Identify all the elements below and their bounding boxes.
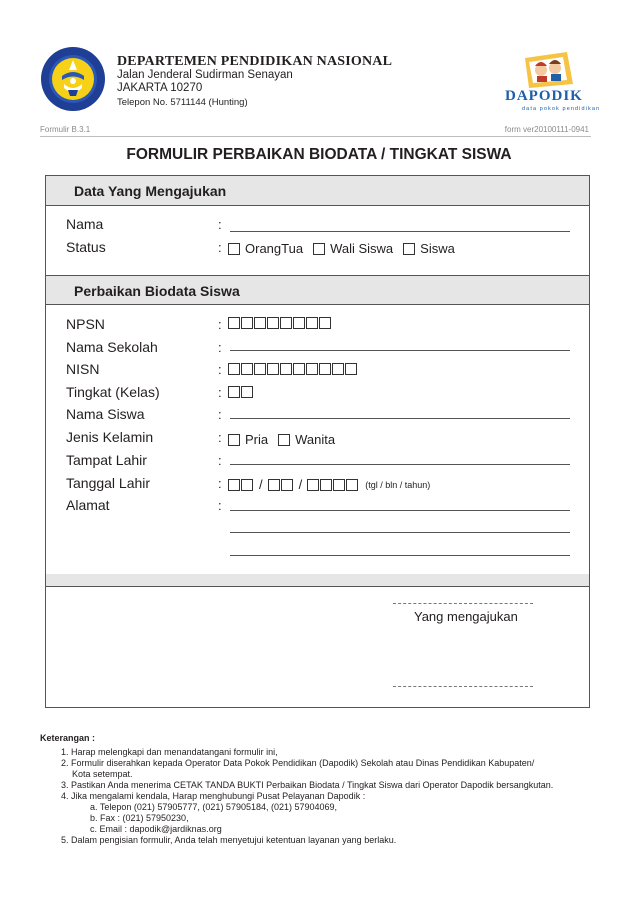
form-frame — [45, 175, 590, 708]
colon: : — [218, 240, 222, 255]
label-npsn: NPSN — [66, 316, 105, 332]
dapodik-tagline: data pokok pendidikan — [522, 106, 601, 112]
nama-sekolah-field[interactable] — [230, 350, 570, 351]
digit-box[interactable] — [280, 363, 292, 375]
notes-title: Keterangan : — [40, 733, 96, 743]
nama-siswa-field[interactable] — [230, 418, 570, 419]
label-nisn: NISN — [66, 361, 100, 377]
label-nama-sekolah: Nama Sekolah — [66, 339, 158, 355]
option-wali-siswa: Wali Siswa — [330, 241, 394, 256]
digit-box[interactable] — [267, 317, 279, 329]
form-code: Formulir B.3.1 — [40, 125, 91, 134]
note-item: 5. Dalam pengisian formulir, Anda telah menyetujui ketentuan layanan yang berlaku. — [61, 835, 397, 845]
checkbox-siswa[interactable] — [403, 243, 415, 255]
digit-box[interactable] — [241, 317, 253, 329]
digit-box[interactable] — [254, 363, 266, 375]
section-title-student: Perbaikan Biodata Siswa — [74, 283, 240, 299]
gender-options — [228, 432, 345, 447]
date-separator: / — [298, 477, 303, 492]
digit-box[interactable] — [241, 386, 253, 398]
birthdate-boxes — [228, 477, 430, 492]
label-tanggal-lahir: Tanggal Lahir — [66, 475, 151, 491]
digit-box[interactable] — [332, 363, 344, 375]
label-jenis-kelamin: Jenis Kelamin — [66, 429, 154, 445]
digit-box[interactable] — [293, 363, 305, 375]
label-nama: Nama — [66, 216, 104, 232]
status-options — [228, 241, 465, 256]
checkbox-pria[interactable] — [228, 434, 240, 446]
digit-box[interactable] — [293, 317, 305, 329]
note-item: 1. Harap melengkapi dan menandatangani formulir ini, — [61, 747, 278, 757]
note-item: 2. Formulir diserahkan kepada Operator Data Pokok Pendidikan (Dapodik) Sekolah atau Dinas Pendidikan Kabupaten/ — [61, 758, 535, 768]
colon: : — [218, 385, 222, 400]
digit-box[interactable] — [228, 363, 240, 375]
tempat-lahir-field[interactable] — [230, 464, 570, 465]
dapodik-brand-text: DAPODIK — [505, 88, 583, 104]
checkbox-orangtua[interactable] — [228, 243, 240, 255]
phone-number: Telepon No. 5711144 (Hunting) — [117, 97, 248, 108]
form-title: FORMULIR PERBAIKAN BIODATA / TINGKAT SISWA — [126, 146, 512, 163]
note-item: a. Telepon (021) 57905777, (021) 57905184, (021) 57904069, — [90, 802, 338, 812]
colon: : — [218, 498, 222, 513]
section-header-applicant — [46, 176, 589, 206]
digit-box[interactable] — [319, 363, 331, 375]
year-box[interactable] — [320, 479, 332, 491]
section-title-applicant: Data Yang Mengajukan — [74, 183, 227, 199]
alamat-field-line-1[interactable] — [230, 510, 570, 511]
colon: : — [218, 217, 222, 232]
option-wanita: Wanita — [295, 432, 336, 447]
checkbox-wanita[interactable] — [278, 434, 290, 446]
colon: : — [218, 317, 222, 332]
option-orangtua: OrangTua — [245, 241, 304, 256]
form-version: form ver20100111-0941 — [504, 125, 589, 134]
note-item: c. Email : dapodik@jardiknas.org — [90, 824, 222, 834]
digit-box[interactable] — [228, 386, 240, 398]
colon: : — [218, 453, 222, 468]
digit-box[interactable] — [280, 317, 292, 329]
label-tempat-lahir: Tampat Lahir — [66, 452, 147, 468]
alamat-field-line-2[interactable] — [230, 532, 570, 533]
month-box[interactable] — [268, 479, 280, 491]
section-header-signature — [46, 574, 589, 587]
note-item: 3. Pastikan Anda menerima CETAK TANDA BUKTI Perbaikan Biodata / Tingkat Siswa dari Operator Dapodik bersangkutan. — [61, 780, 554, 790]
note-item: Kota setempat. — [72, 769, 133, 779]
npsn-boxes — [228, 317, 332, 329]
note-item: b. Fax : (021) 57950230, — [90, 813, 189, 823]
address-line-2: JAKARTA 10270 — [117, 82, 203, 94]
year-box[interactable] — [346, 479, 358, 491]
day-box[interactable] — [241, 479, 253, 491]
digit-box[interactable] — [345, 363, 357, 375]
label-alamat: Alamat — [66, 497, 110, 513]
header-divider — [40, 136, 591, 137]
section-header-student — [46, 275, 589, 305]
tut-wuri-handayani-logo — [40, 46, 106, 112]
department-name: DEPARTEMEN PENDIDIKAN NASIONAL — [117, 54, 393, 69]
alamat-field-line-3[interactable] — [230, 555, 570, 556]
signature-label: Yang mengajukan — [414, 609, 518, 624]
colon: : — [218, 340, 222, 355]
note-item: 4. Jika mengalami kendala, Harap menghubungi Pusat Pelayanan Dapodik : — [61, 791, 366, 801]
label-nama-siswa: Nama Siswa — [66, 406, 145, 422]
address-line-1: Jalan Jenderal Sudirman Senayan — [117, 69, 293, 81]
day-box[interactable] — [228, 479, 240, 491]
nama-field[interactable] — [230, 231, 570, 232]
checkbox-wali-siswa[interactable] — [313, 243, 325, 255]
label-status: Status — [66, 239, 106, 255]
digit-box[interactable] — [241, 363, 253, 375]
option-pria: Pria — [245, 432, 269, 447]
digit-box[interactable] — [319, 317, 331, 329]
digit-box[interactable] — [306, 363, 318, 375]
digit-box[interactable] — [267, 363, 279, 375]
digit-box[interactable] — [228, 317, 240, 329]
year-box[interactable] — [333, 479, 345, 491]
nisn-boxes — [228, 363, 358, 375]
digit-box[interactable] — [306, 317, 318, 329]
colon: : — [218, 407, 222, 422]
signature-line-top — [393, 603, 533, 604]
date-separator: / — [259, 477, 263, 492]
digit-box[interactable] — [254, 317, 266, 329]
colon: : — [218, 362, 222, 377]
month-box[interactable] — [281, 479, 293, 491]
year-box[interactable] — [307, 479, 319, 491]
option-siswa: Siswa — [420, 241, 455, 256]
tingkat-boxes — [228, 386, 254, 398]
date-format-hint: (tgl / bln / tahun) — [365, 479, 431, 490]
colon: : — [218, 430, 222, 445]
label-tingkat: Tingkat (Kelas) — [66, 384, 160, 400]
colon: : — [218, 476, 222, 491]
signature-line[interactable] — [393, 686, 533, 687]
